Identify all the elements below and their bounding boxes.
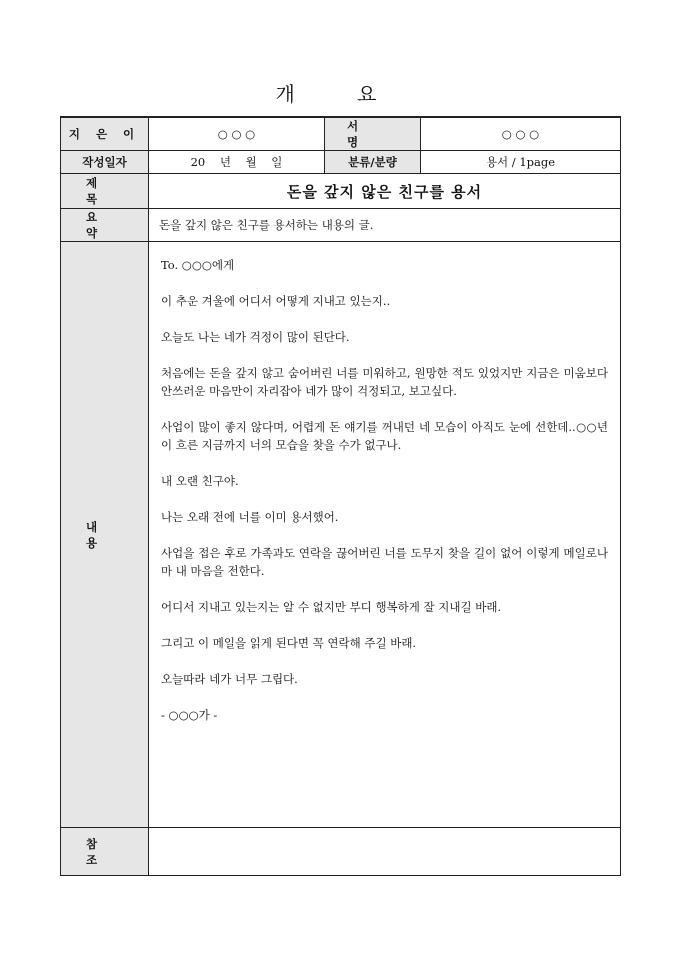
- content-paragraph: 이 추운 겨울에 어디서 어떻게 지내고 있는지..: [161, 294, 391, 308]
- content-paragraph: 나는 오래 전에 너를 이미 용서했어.: [161, 510, 339, 524]
- summary-row: [61, 209, 621, 242]
- content-label: 내 용: [61, 242, 149, 828]
- document-form: [60, 116, 621, 876]
- content-paragraph: 처음에는 돈을 갚지 않고 숨어버린 너를 미워하고, 원망한 적도 있었지만 지금은 미움보다 안쓰러운 마음만이 자리잡아 네가 많이 걱정되고, 보고싶다.: [161, 366, 608, 398]
- summary-value: 돈을 갚지 않은 친구를 용서하는 내용의 글.: [149, 209, 621, 242]
- content-paragraph: 오늘도 나는 네가 걱정이 많이 된단다.: [161, 330, 350, 344]
- date-row: [61, 151, 621, 174]
- date-label: 작성일자: [61, 151, 149, 174]
- content-paragraph: 어디서 지내고 있는지는 알 수 없지만 부디 행복하게 잘 지내길 바래.: [161, 600, 502, 614]
- author-row: [61, 117, 621, 151]
- subject-row: [61, 174, 621, 209]
- content-body: [149, 242, 621, 828]
- subject-label: 제 목: [61, 174, 149, 209]
- content-paragraph: - ○○○가 -: [161, 708, 218, 722]
- subject-value: 돈을 갚지 않은 친구를 용서: [149, 174, 621, 209]
- reference-row: [61, 828, 621, 876]
- content-paragraph: To. ○○○에게: [161, 258, 235, 272]
- reference-label: 참 조: [61, 828, 149, 876]
- content-paragraph: 내 오랜 친구야.: [161, 474, 239, 488]
- page-title: 개 요: [275, 82, 405, 106]
- signature-value: ○ ○ ○: [421, 117, 621, 151]
- signature-label: 서 명: [325, 117, 421, 151]
- content-paragraph: 사업이 많이 좋지 않다며, 어렵게 돈 얘기를 꺼내던 네 모습이 아직도 눈에 선한데..○○년이 흐른 지금까지 너의 모습을 찾을 수가 없구나.: [161, 420, 608, 452]
- content-paragraph: 오늘따라 네가 너무 그립다.: [161, 672, 298, 686]
- author-value: ○ ○ ○: [149, 117, 325, 151]
- category-value: 용서 / 1page: [421, 151, 621, 174]
- reference-value: [149, 828, 621, 876]
- author-label: 지 은 이: [61, 117, 149, 151]
- summary-label: 요 약: [61, 209, 149, 242]
- category-label: 분류/분량: [325, 151, 421, 174]
- date-value: 20 년 월 일: [149, 151, 325, 174]
- content-paragraph: 사업을 접은 후로 가족과도 연락을 끊어버린 너를 도무지 찾을 길이 없어 이렇게 메일로나마 내 마음을 전한다.: [161, 546, 608, 578]
- content-row: [61, 242, 621, 828]
- content-paragraph: 그리고 이 메일을 읽게 된다면 꼭 연락해 주길 바래.: [161, 636, 417, 650]
